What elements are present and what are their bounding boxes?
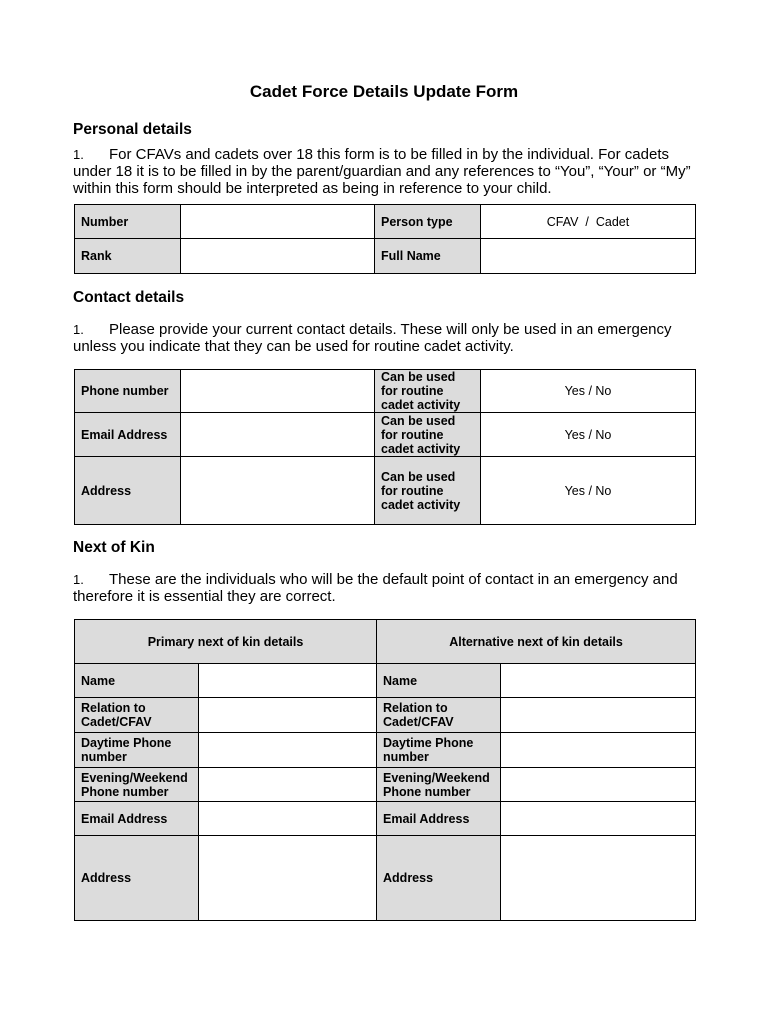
contact-details-paragraph <box>73 321 703 355</box>
primary-name-field[interactable] <box>199 664 377 698</box>
primary-email-label: Email Address <box>75 802 199 836</box>
person-type-field[interactable]: CFAV / Cadet <box>481 205 696 239</box>
alternative-email-field[interactable] <box>501 802 696 836</box>
alternative-kin-header: Alternative next of kin details <box>377 620 696 664</box>
table-row <box>75 239 696 274</box>
table-row <box>75 836 696 921</box>
person-type-label: Person type <box>375 205 481 239</box>
number-label: Number <box>75 205 181 239</box>
alternative-address-label: Address <box>377 836 501 921</box>
primary-evening-phone-field[interactable] <box>199 768 377 802</box>
paragraph-number: 1. <box>73 572 84 587</box>
contact-details-heading: Contact details <box>73 289 185 306</box>
primary-relation-label: Relation to Cadet/CFAV <box>75 698 199 733</box>
paragraph-text: These are the individuals who will be the default point of contact in an emergency and therefore it is essential they are correct. <box>73 571 678 605</box>
primary-address-field[interactable] <box>199 836 377 921</box>
primary-evening-phone-label: Evening/Weekend Phone number <box>75 768 199 802</box>
primary-email-field[interactable] <box>199 802 377 836</box>
primary-daytime-phone-field[interactable] <box>199 733 377 768</box>
paragraph-text: Please provide your current contact details. These will only be used in an emergency unless you indicate that they can be used for routine cadet activity. <box>73 321 672 355</box>
table-row <box>75 620 696 664</box>
alternative-name-field[interactable] <box>501 664 696 698</box>
table-row <box>75 802 696 836</box>
routine-activity-label: Can be used for routine cadet activity <box>375 370 481 413</box>
personal-details-table <box>74 204 696 274</box>
alternative-daytime-phone-field[interactable] <box>501 733 696 768</box>
table-row <box>75 664 696 698</box>
routine-activity-label: Can be used for routine cadet activity <box>375 457 481 525</box>
address-label: Address <box>75 457 181 525</box>
rank-label: Rank <box>75 239 181 274</box>
table-row <box>75 413 696 457</box>
primary-address-label: Address <box>75 836 199 921</box>
next-of-kin-table <box>74 619 696 921</box>
personal-details-paragraph <box>73 146 703 197</box>
table-row <box>75 698 696 733</box>
alternative-relation-label: Relation to Cadet/CFAV <box>377 698 501 733</box>
alternative-evening-phone-label: Evening/Weekend Phone number <box>377 768 501 802</box>
alternative-daytime-phone-label: Daytime Phone number <box>377 733 501 768</box>
phone-number-label: Phone number <box>75 370 181 413</box>
primary-daytime-phone-label: Daytime Phone number <box>75 733 199 768</box>
number-field[interactable] <box>181 205 375 239</box>
primary-kin-header: Primary next of kin details <box>75 620 377 664</box>
phone-number-field[interactable] <box>181 370 375 413</box>
paragraph-number: 1. <box>73 147 84 162</box>
email-address-field[interactable] <box>181 413 375 457</box>
table-row <box>75 205 696 239</box>
alternative-relation-field[interactable] <box>501 698 696 733</box>
alternative-email-label: Email Address <box>377 802 501 836</box>
email-address-label: Email Address <box>75 413 181 457</box>
phone-routine-choice[interactable]: Yes / No <box>481 370 696 413</box>
table-row <box>75 733 696 768</box>
table-row <box>75 457 696 525</box>
page-title: Cadet Force Details Update Form <box>249 82 519 101</box>
contact-details-table <box>74 369 696 525</box>
next-of-kin-paragraph <box>73 571 703 605</box>
alternative-address-field[interactable] <box>501 836 696 921</box>
alternative-name-label: Name <box>377 664 501 698</box>
table-row <box>75 768 696 802</box>
personal-details-heading: Personal details <box>73 121 192 138</box>
table-row <box>75 370 696 413</box>
full-name-field[interactable] <box>481 239 696 274</box>
rank-field[interactable] <box>181 239 375 274</box>
paragraph-text: For CFAVs and cadets over 18 this form is to be filled in by the individual. For cadets under 18 it is to be filled in by the parent/guardian and any references to “You”, “Your” or “My” within this form should be interpreted as being in reference to your child. <box>73 146 691 197</box>
email-routine-choice[interactable]: Yes / No <box>481 413 696 457</box>
address-field[interactable] <box>181 457 375 525</box>
paragraph-number: 1. <box>73 322 84 337</box>
address-routine-choice[interactable]: Yes / No <box>481 457 696 525</box>
primary-name-label: Name <box>75 664 199 698</box>
next-of-kin-heading: Next of Kin <box>73 539 155 556</box>
full-name-label: Full Name <box>375 239 481 274</box>
routine-activity-label: Can be used for routine cadet activity <box>375 413 481 457</box>
primary-relation-field[interactable] <box>199 698 377 733</box>
alternative-evening-phone-field[interactable] <box>501 768 696 802</box>
